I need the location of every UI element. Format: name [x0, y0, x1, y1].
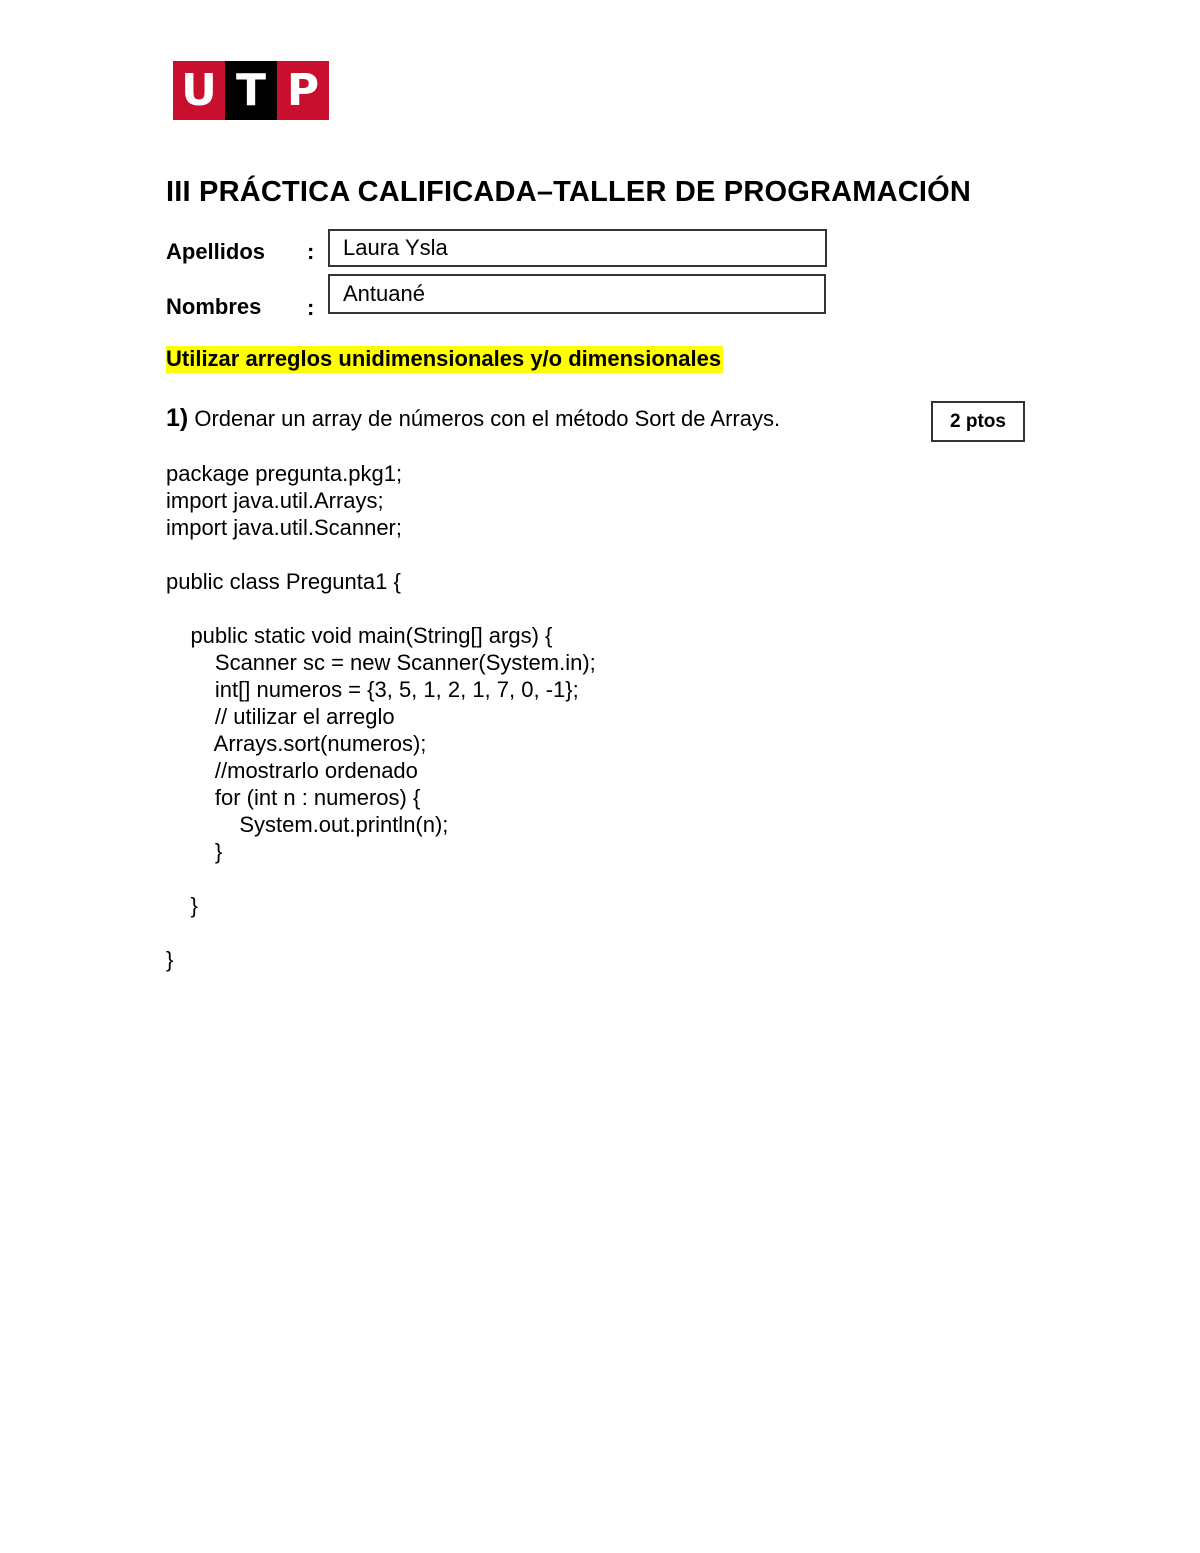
code-line: package pregunta.pkg1; [166, 461, 403, 486]
code-line: public class Pregunta1 { [166, 569, 401, 594]
code-line [166, 865, 596, 892]
apellidos-label: Apellidos [166, 239, 266, 264]
code-line: Scanner sc = new Scanner(System.in); [166, 650, 596, 675]
code-line: System.out.println(n); [166, 812, 449, 837]
code-line: //mostrarlo ordenado [166, 758, 418, 783]
nombres-label: Nombres [166, 294, 262, 319]
code-line: Arrays.sort(numeros); [166, 731, 427, 756]
code-line: public static void main(String[] args) { [166, 623, 553, 648]
code-line: for (int n : numeros) { [166, 785, 421, 810]
question-1 [166, 404, 780, 433]
nombres-field[interactable]: Antuané [328, 274, 826, 314]
logo-letter-u: U [173, 61, 225, 120]
page-title: III PRÁCTICA CALIFICADA–TALLER DE PROGRAMACIÓN [166, 176, 972, 208]
nombres-colon: : [307, 295, 315, 320]
apellidos-colon: : [307, 239, 315, 264]
logo-letter-p: P [277, 61, 329, 120]
question-number: 1) [166, 404, 189, 432]
points-badge: 2 ptos [931, 401, 1025, 442]
instruction-highlight: Utilizar arreglos unidimensionales y/o dimensionales [166, 346, 722, 371]
code-line: import java.util.Arrays; [166, 488, 384, 513]
code-line: import java.util.Scanner; [166, 515, 402, 540]
utp-logo [173, 61, 329, 120]
apellidos-field[interactable]: Laura Ysla [328, 229, 827, 267]
code-line: int[] numeros = {3, 5, 1, 2, 1, 7, 0, -1}; [166, 677, 579, 702]
code-line [166, 541, 596, 568]
logo-letter-t: T [225, 61, 277, 120]
code-line: } [166, 839, 223, 864]
code-line [166, 919, 596, 946]
code-line: } [166, 947, 174, 972]
code-line: } [166, 893, 198, 918]
code-block [166, 460, 596, 973]
code-line [166, 595, 596, 622]
question-text: Ordenar un array de números con el método Sort de Arrays. [194, 406, 781, 431]
code-line: // utilizar el arreglo [166, 704, 395, 729]
